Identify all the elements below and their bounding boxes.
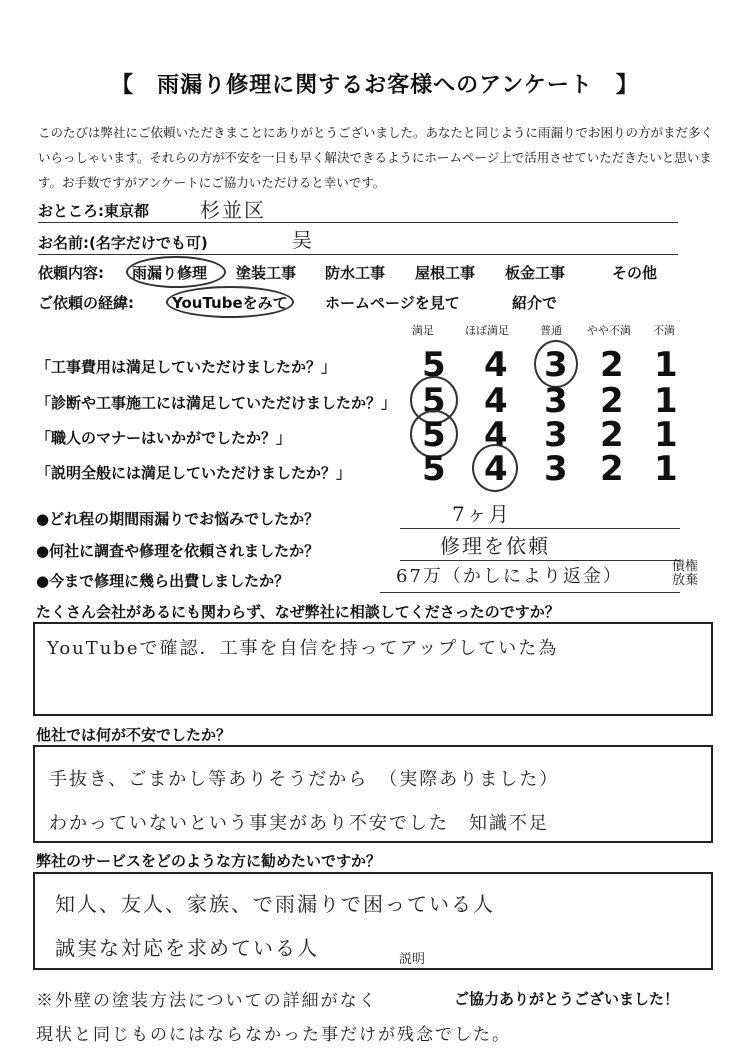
rating-construction-4[interactable]: 4 <box>484 381 508 421</box>
rating-question-manners: 「職人のマナーはいかがでしたか？」 <box>36 429 292 447</box>
request-option-roof[interactable]: 屋根工事 <box>415 264 476 282</box>
worry-answer-line1: 手抜き、ごまかし等ありそうだから （実際ありました） <box>49 769 560 790</box>
scale-header-mostly-satisfied: ほぼ満足 <box>465 324 509 337</box>
scale-header-satisfied: 満足 <box>412 324 434 337</box>
rating-explanation-selected-mark <box>472 444 518 492</box>
rating-question-cost: 「工事費用は満足していただけましたか？」 <box>36 358 337 376</box>
period-question: ●どれ程の期間雨漏りでお悩みでしたか？ <box>36 510 320 528</box>
channel-option-referral[interactable]: 紹介で <box>512 294 558 312</box>
expense-question: ●今まで修理に幾ら出費しましたか？ <box>36 572 290 590</box>
period-underline <box>400 528 680 529</box>
rating-explanation-2[interactable]: 2 <box>600 449 624 489</box>
request-option-painting[interactable]: 塗装工事 <box>236 264 297 282</box>
companies-question: ●何社に調査や修理を依頼されましたか？ <box>36 542 320 560</box>
request-label: 依頼内容: <box>38 264 104 282</box>
address-underline <box>38 222 678 223</box>
rating-cost-4[interactable]: 4 <box>484 345 508 385</box>
rating-explanation-5[interactable]: 5 <box>422 449 446 489</box>
rating-explanation-4[interactable]: 4 <box>484 449 508 489</box>
rating-cost-3[interactable]: 3 <box>544 345 568 385</box>
rating-cost-1[interactable]: 1 <box>654 345 678 385</box>
companies-answer: 修理を依頼 <box>440 534 550 558</box>
recommend-answer-box <box>33 872 713 970</box>
rating-manners-2[interactable]: 2 <box>600 415 624 455</box>
rating-explanation-3[interactable]: 3 <box>544 449 568 489</box>
address-label: おところ:東京都 <box>38 202 149 220</box>
name-label: お名前:(名字だけでも可) <box>38 234 208 252</box>
worry-answer-line2: わかっていないという事実があり不安でした 知識不足 <box>49 813 549 834</box>
rating-construction-5[interactable]: 5 <box>422 381 446 421</box>
rating-explanation-1[interactable]: 1 <box>654 449 678 489</box>
channel-option-youtube[interactable]: YouTubeをみて <box>172 294 288 312</box>
request-option-sheet-metal[interactable]: 板金工事 <box>505 264 566 282</box>
worry-question: 他社では何が不安でしたか？ <box>36 726 232 744</box>
recommend-answer-line2: 誠実な対応を求めている人 <box>55 936 319 960</box>
rating-question-explanation: 「説明全般には満足していただけましたか？」 <box>36 464 352 482</box>
selected-mark-rain-leak <box>126 256 226 288</box>
scale-header-dissatisfied: 不満 <box>653 324 675 337</box>
companies-underline <box>400 560 680 561</box>
expense-note: 債権放棄 <box>672 559 699 588</box>
request-option-other[interactable]: その他 <box>612 264 658 282</box>
request-option-rain-leak[interactable]: 雨漏り修理 <box>132 264 208 282</box>
name-underline <box>38 254 678 255</box>
page-title: 【 雨漏り修理に関するお客様へのアンケート 】 <box>111 73 639 98</box>
rating-manners-1[interactable]: 1 <box>654 415 678 455</box>
rating-manners-5[interactable]: 5 <box>422 415 446 455</box>
address-value: 杉並区 <box>200 198 266 222</box>
request-option-waterproofing[interactable]: 防水工事 <box>325 264 386 282</box>
rating-construction-1[interactable]: 1 <box>654 381 678 421</box>
recommend-answer-note: 説明 <box>399 952 426 967</box>
recommend-question: 弊社のサービスをどのような方に勧めたいですか？ <box>36 852 382 870</box>
why-answer: YouTubeで確認．工事を自信を持ってアップしていた為 <box>47 638 559 659</box>
rating-construction-2[interactable]: 2 <box>600 381 624 421</box>
channel-label: ご依頼の経緯: <box>38 294 134 312</box>
scale-header-neutral: 普通 <box>540 324 562 337</box>
scale-header-somewhat-dissatisfied: やや不満 <box>587 324 631 337</box>
rating-construction-3[interactable]: 3 <box>544 381 568 421</box>
rating-manners-3[interactable]: 3 <box>544 415 568 455</box>
footer-note-line1: ※外壁の塗装方法についての詳細がなく <box>36 991 378 1011</box>
thanks-text: ご協力ありがとうございました！ <box>454 990 680 1008</box>
selected-mark-youtube <box>166 286 294 318</box>
channel-option-homepage[interactable]: ホームページを見て <box>325 294 460 312</box>
rating-cost-5[interactable]: 5 <box>422 345 446 385</box>
name-value: 吴 <box>292 228 314 252</box>
period-answer: 7ヶ月 <box>452 502 511 526</box>
rating-question-construction: 「診断や工事施工には満足していただけましたか？」 <box>36 394 397 412</box>
expense-underline <box>380 592 680 593</box>
rating-cost-2[interactable]: 2 <box>600 345 624 385</box>
footer-note-line2: 現状と同じものにはならなかった事だけが残念でした。 <box>36 1025 511 1045</box>
why-answer-box <box>33 622 713 716</box>
recommend-answer-line1: 知人、友人、家族、で雨漏りで困っている人 <box>55 892 495 916</box>
rating-manners-4[interactable]: 4 <box>484 415 508 455</box>
expense-answer: 67万（かしにより返金） <box>396 566 623 587</box>
worry-answer-box <box>33 745 713 843</box>
intro-text: このたびは弊社にご依頼いただきまことにありがとうございました。あなたと同じように雨漏りでお困りの方がまだ多くいらっしゃいます。それらの方が不安を一日も早く解決できるようにホームページ上で活用させていただきたいと思います。お手数ですがアンケートにご協力いただけると幸いです。 <box>38 125 714 190</box>
why-question: たくさん会社があるにも関わらず、なぜ弊社に相談してくださったのですか？ <box>36 603 560 621</box>
